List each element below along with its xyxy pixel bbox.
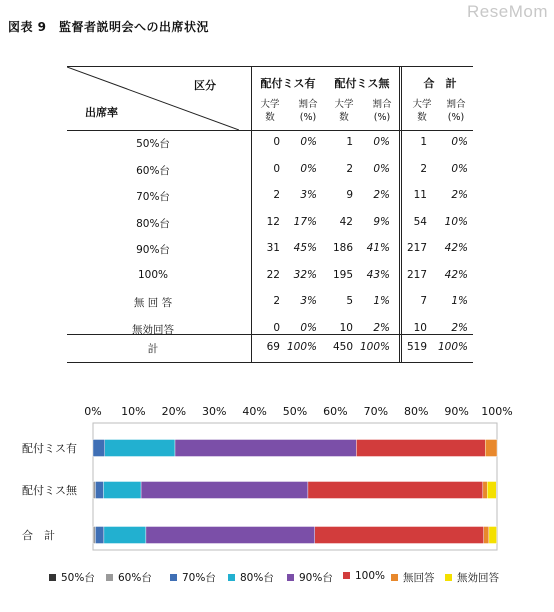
cell-count: 22 <box>266 268 280 281</box>
legend-label: 無回答 <box>403 572 435 584</box>
cell-percent: 32% <box>293 268 317 281</box>
cell-percent: 3% <box>300 295 317 307</box>
cell-count: 0 <box>273 321 280 334</box>
cell-percent: 9% <box>373 215 390 228</box>
bar-segment <box>105 440 175 457</box>
cell-percent: 2% <box>451 189 468 201</box>
sub-header-pct: 割合 (%) <box>372 99 392 123</box>
row-label: 50%台 <box>136 138 170 150</box>
figure-title: 図表 9 監督者説明会への出席状況 <box>8 20 210 34</box>
x-tick-label: 0% <box>84 405 102 418</box>
legend-swatch <box>343 572 350 579</box>
cell-percent: 2% <box>451 321 468 334</box>
x-tick-label: 10% <box>121 405 146 418</box>
legend-swatch <box>170 574 177 581</box>
cell-count: 2 <box>346 162 353 175</box>
attendance-table <box>67 66 473 363</box>
cell-count: 7 <box>420 295 427 307</box>
legend-swatch <box>106 574 113 581</box>
cell-count: 9 <box>346 189 353 201</box>
table-header <box>67 67 473 131</box>
cell-count: 1 <box>420 136 427 148</box>
legend-item <box>106 570 152 585</box>
legend-item <box>49 570 95 585</box>
row-label: 100% <box>137 268 169 281</box>
bar-segment <box>104 527 146 544</box>
category-label: 配付ミス有 <box>22 442 77 455</box>
x-tick-label: 30% <box>201 405 227 418</box>
cell-percent: 41% <box>366 242 390 254</box>
bar-segment <box>141 482 308 499</box>
bar-segment <box>175 440 356 457</box>
cell-percent: 0% <box>373 162 390 175</box>
cell-count: 54 <box>413 215 427 228</box>
x-tick-label: 90% <box>444 405 469 418</box>
cell-count: 186 <box>332 242 353 254</box>
row-label: 60%台 <box>136 164 170 177</box>
legend-swatch <box>49 574 56 581</box>
cell-count: 2 <box>273 295 280 307</box>
cell-percent: 3% <box>300 189 317 201</box>
category-label: 合 計 <box>22 529 55 542</box>
bar-segment <box>93 440 105 457</box>
row-label: 無 回 答 <box>133 297 173 309</box>
cell-count: 450 <box>332 341 353 353</box>
group-header-miss-yes: 配付ミス有 <box>260 77 316 90</box>
table-total-row <box>67 334 473 363</box>
stacked-bar-chart <box>0 395 554 612</box>
cell-count: 5 <box>346 295 353 307</box>
bar-segment <box>95 527 103 544</box>
header-kubun: 区分 <box>194 79 216 92</box>
cell-percent: 43% <box>366 268 390 281</box>
bar-segment <box>356 440 485 457</box>
x-tick-label: 20% <box>161 405 187 418</box>
cell-count: 0 <box>273 136 280 148</box>
cell-count: 2 <box>420 162 427 175</box>
legend-item <box>445 570 499 585</box>
legend-label: 100% <box>355 570 386 582</box>
cell-count: 12 <box>266 215 280 228</box>
sub-header-count: 大学 数 <box>334 99 354 123</box>
group-header-total: 合 計 <box>423 77 457 90</box>
cell-count: 11 <box>413 189 427 201</box>
cell-percent: 45% <box>293 242 317 254</box>
cell-percent: 2% <box>373 189 390 201</box>
legend-swatch <box>391 574 398 581</box>
cell-percent: 0% <box>373 136 390 148</box>
row-label: 80%台 <box>136 217 170 230</box>
bar-segment <box>104 482 142 499</box>
category-label: 配付ミス無 <box>22 484 77 497</box>
bar-segment <box>94 527 96 544</box>
table-row <box>67 236 473 262</box>
cell-percent: 1% <box>373 295 390 307</box>
row-label: 70%台 <box>136 191 170 203</box>
cell-percent: 1% <box>451 295 468 307</box>
table-row <box>67 263 473 289</box>
legend-item <box>343 570 385 582</box>
bar-segment <box>483 482 487 499</box>
bar-segment <box>487 482 496 499</box>
cell-count: 10 <box>339 321 353 334</box>
resemom-logo: ReseMom <box>467 2 548 21</box>
cell-count: 42 <box>339 215 353 228</box>
table-row <box>67 157 473 183</box>
sub-header-count: 大学 数 <box>412 99 432 123</box>
cell-percent: 100% <box>437 341 468 353</box>
cell-percent: 0% <box>300 162 317 175</box>
legend-swatch <box>228 574 235 581</box>
table-row <box>67 210 473 236</box>
bar-segment <box>94 482 96 499</box>
cell-count: 217 <box>406 242 427 254</box>
row-label: 計 <box>147 343 159 355</box>
cell-count: 10 <box>413 321 427 334</box>
bar-segment <box>484 527 489 544</box>
row-label: 90%台 <box>136 244 170 256</box>
bar-segment <box>146 527 315 544</box>
bar-segment <box>315 527 484 544</box>
legend-label: 60%台 <box>118 572 152 584</box>
cell-percent: 100% <box>359 341 390 353</box>
cell-count: 519 <box>406 341 427 353</box>
cell-percent: 42% <box>444 268 468 281</box>
legend-item <box>170 570 216 585</box>
row-label: 無効回答 <box>132 323 174 336</box>
table-row <box>67 289 473 315</box>
cell-percent: 42% <box>444 242 468 254</box>
legend-item <box>287 570 333 585</box>
cell-count: 0 <box>273 162 280 175</box>
sub-header-pct: 割合 (%) <box>446 99 466 123</box>
cell-count: 1 <box>346 136 353 148</box>
cell-percent: 100% <box>286 341 317 353</box>
group-header-miss-no: 配付ミス無 <box>334 77 390 90</box>
cell-count: 195 <box>332 268 353 281</box>
legend-label: 80%台 <box>240 572 274 584</box>
cell-percent: 0% <box>300 321 317 334</box>
x-tick-label: 80% <box>403 405 429 418</box>
cell-percent: 0% <box>451 136 468 148</box>
bar-segment <box>308 482 483 499</box>
header-rate: 出席率 <box>85 106 118 119</box>
legend-item <box>391 570 435 585</box>
cell-percent: 0% <box>300 136 317 148</box>
bar-segment <box>489 527 497 544</box>
x-tick-label: 70% <box>363 405 389 418</box>
bar-segment <box>95 482 103 499</box>
cell-count: 69 <box>266 341 280 353</box>
cell-count: 217 <box>406 268 427 281</box>
sub-header-count: 大学 数 <box>260 99 280 123</box>
x-tick-label: 40% <box>242 405 267 418</box>
table-row <box>67 183 473 209</box>
cell-percent: 2% <box>373 321 390 334</box>
legend-item <box>228 570 274 585</box>
legend-label: 70%台 <box>182 572 216 584</box>
cell-percent: 17% <box>293 215 317 228</box>
cell-count: 2 <box>273 189 280 201</box>
x-tick-label: 100% <box>481 405 513 418</box>
x-tick-label: 60% <box>323 405 348 418</box>
cell-percent: 0% <box>451 162 468 175</box>
legend-label: 無効回答 <box>457 572 499 584</box>
legend-swatch <box>287 574 294 581</box>
legend-label: 50%台 <box>61 572 95 584</box>
legend-swatch <box>445 574 452 581</box>
cell-percent: 10% <box>444 215 468 228</box>
x-tick-label: 50% <box>282 405 308 418</box>
legend-label: 90%台 <box>299 572 333 584</box>
sub-header-pct: 割合 (%) <box>298 99 318 123</box>
cell-count: 31 <box>266 242 280 254</box>
bar-segment <box>485 440 497 457</box>
table-row <box>67 130 473 156</box>
